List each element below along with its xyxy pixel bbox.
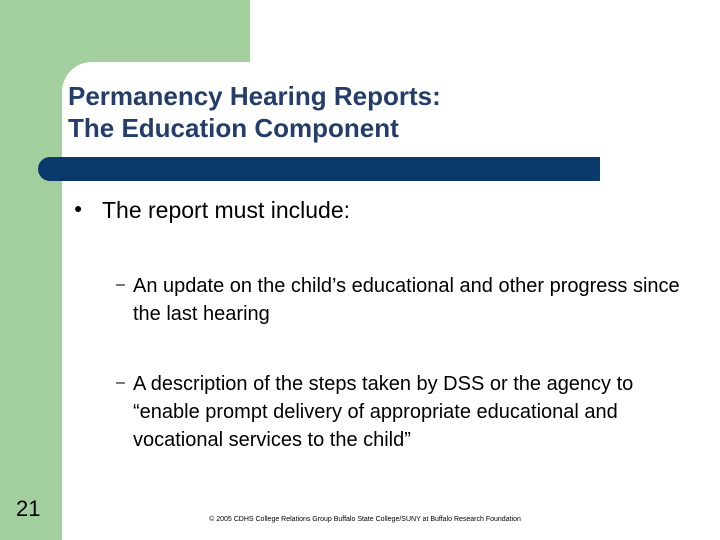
footer-copyright: © 2005 CDHS College Relations Group Buffalo State College/SUNY at Buffalo Research Foundation <box>209 516 521 523</box>
title-underline-bar <box>38 157 600 181</box>
title-line-2: The Education Component <box>68 113 399 143</box>
subitem-text: A description of the steps taken by DSS or the agency to “enable prompt delivery of appropriate educational and vocational services to the child” <box>133 373 634 451</box>
subitem-text: An update on the child’s educational and other progress since the last hearing <box>133 275 680 325</box>
bullet-icon: ● <box>74 200 83 216</box>
dash-icon: – <box>116 374 125 391</box>
dash-icon: – <box>116 276 125 293</box>
slide-title <box>68 80 441 144</box>
bullet-text: The report must include: <box>102 197 351 223</box>
slide-number: 21 <box>16 496 41 521</box>
title-line-1: Permanency Hearing Reports: <box>68 81 441 111</box>
